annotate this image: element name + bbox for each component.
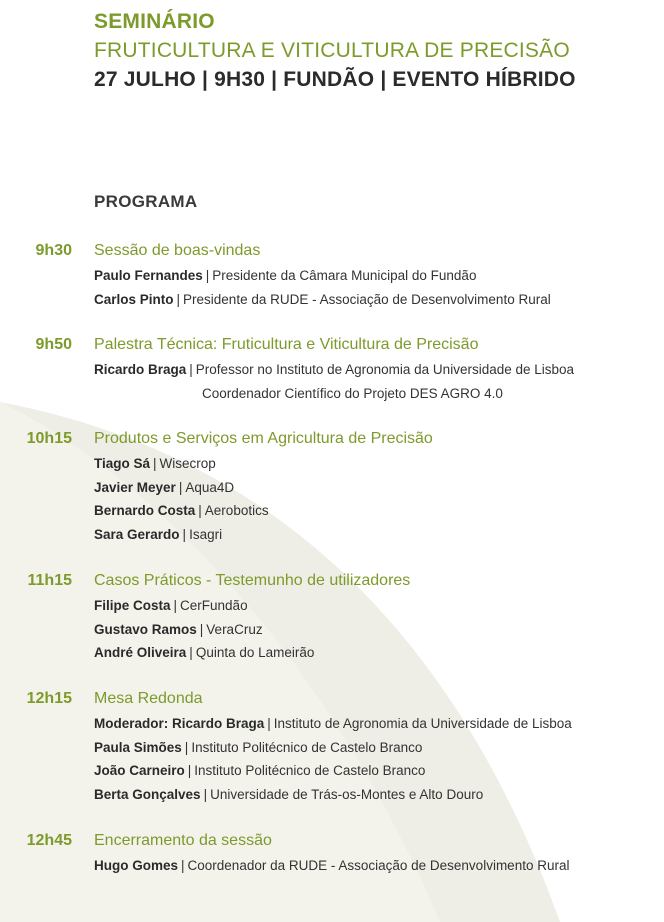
speaker-list: [94, 358, 574, 405]
speaker-name: Paulo Fernandes: [94, 268, 203, 283]
speaker-line: Berta Gonçalves | Universidade de Trás-os-Montes e Alto Douro: [94, 786, 484, 802]
speaker-name: João Carneiro: [94, 763, 185, 778]
speaker-name: Paula Simões: [94, 739, 182, 755]
speaker-name: Javier Meyer: [94, 479, 176, 495]
event-details: 27 JULHO | 9H30 | FUNDÃO | EVENTO HÍBRIDO: [94, 68, 576, 91]
speaker-role: CerFundão: [180, 598, 248, 613]
speaker-line: Hugo Gomes | Coordenador da RUDE - Associação de Desenvolvimento Rural: [94, 858, 570, 873]
session-time: 12h15: [26, 690, 72, 707]
session-time: 12h45: [26, 832, 72, 849]
speaker-name: Carlos Pinto: [94, 291, 174, 307]
speaker-role: Professor no Instituto de Agronomia da Universidade de Lisboa: [195, 362, 575, 377]
speaker-role: Presidente da RUDE - Associação de Desenvolvimento Rural: [183, 291, 551, 307]
session-title: Palestra Técnica: Fruticultura e Viticultura de Precisão: [94, 336, 479, 353]
session-time: 9h50: [35, 336, 72, 353]
speaker-name: André Oliveira: [94, 645, 187, 660]
speaker-line: Moderador: Ricardo Braga | Instituto de Agronomia da Universidade de Lisboa: [94, 716, 572, 731]
speaker-role: Aqua4D: [185, 479, 235, 495]
speaker-line: Sara Gerardo | Isagri: [94, 526, 223, 542]
event-title: FRUTICULTURA E VITICULTURA DE PRECISÃO: [94, 39, 570, 62]
speaker-role: VeraCruz: [206, 621, 263, 637]
speaker-role: Universidade de Trás-os-Montes e Alto Douro: [210, 786, 484, 802]
speaker-role: Coordenador da RUDE - Associação de Desenvolvimento Rural: [187, 858, 570, 873]
speaker-line: Ricardo Braga | Professor no Instituto de Agronomia da Universidade de Lisboa: [94, 362, 575, 377]
speaker-name: Hugo Gomes: [94, 858, 179, 873]
session-title: Sessão de boas-vindas: [94, 242, 261, 259]
speaker-role: Instituto Politécnico de Castelo Branco: [191, 739, 423, 755]
session-title: Mesa Redonda: [94, 690, 203, 707]
speaker-list: [94, 452, 269, 546]
speaker-line: Gustavo Ramos | VeraCruz: [94, 621, 263, 637]
event-type: SEMINÁRIO: [94, 10, 215, 33]
speaker-line: Tiago Sá | Wisecrop: [94, 456, 216, 471]
speaker-name: Gustavo Ramos: [94, 621, 197, 637]
speaker-line: Carlos Pinto | Presidente da RUDE - Associação de Desenvolvimento Rural: [94, 291, 551, 307]
speaker-list: [94, 594, 314, 665]
speaker-role: Quinta do Lameirão: [195, 645, 315, 660]
session-title: Casos Práticos - Testemunho de utilizadores: [94, 572, 411, 589]
speaker-list: [94, 712, 572, 806]
speaker-list: [94, 264, 551, 311]
event-header: [94, 8, 576, 95]
speaker-name: Filipe Costa: [94, 598, 171, 613]
speaker-name: Sara Gerardo: [94, 526, 180, 542]
speaker-name: Bernardo Costa: [94, 503, 196, 518]
speaker-role: Instituto de Agronomia da Universidade de Lisboa: [273, 716, 572, 731]
speaker-role: Wisecrop: [159, 456, 216, 471]
program-heading: PROGRAMA: [94, 192, 198, 211]
session-title: Produtos e Serviços em Agricultura de Precisão: [94, 430, 433, 447]
speaker-line: Paula Simões | Instituto Politécnico de Castelo Branco: [94, 739, 423, 755]
speaker-role: Instituto Politécnico de Castelo Branco: [194, 763, 426, 778]
speaker-role: Aerobotics: [204, 503, 269, 518]
speaker-name: Moderador: Ricardo Braga: [94, 716, 265, 731]
session-title: Encerramento da sessão: [94, 832, 272, 849]
speaker-role: Isagri: [189, 526, 223, 542]
speaker-line: Paulo Fernandes | Presidente da Câmara Municipal do Fundão: [94, 268, 477, 283]
speaker-line: Bernardo Costa | Aerobotics: [94, 503, 269, 518]
session-time: 9h30: [35, 242, 72, 259]
speaker-role: Presidente da Câmara Municipal do Fundão: [212, 268, 477, 283]
session-time: 10h15: [26, 430, 72, 447]
session-time: 11h15: [27, 572, 72, 589]
speaker-name: Tiago Sá: [94, 456, 151, 471]
speaker-extra-role: Coordenador Científico do Projeto DES AGRO 4.0: [202, 385, 503, 401]
speaker-line: Javier Meyer | Aqua4D: [94, 479, 235, 495]
speaker-list: [94, 854, 569, 878]
speaker-name: Berta Gonçalves: [94, 786, 201, 802]
speaker-line: João Carneiro | Instituto Politécnico de Castelo Branco: [94, 763, 426, 778]
speaker-line: Filipe Costa | CerFundão: [94, 598, 248, 613]
speaker-line: André Oliveira | Quinta do Lameirão: [94, 645, 315, 660]
speaker-name: Ricardo Braga: [94, 362, 187, 377]
